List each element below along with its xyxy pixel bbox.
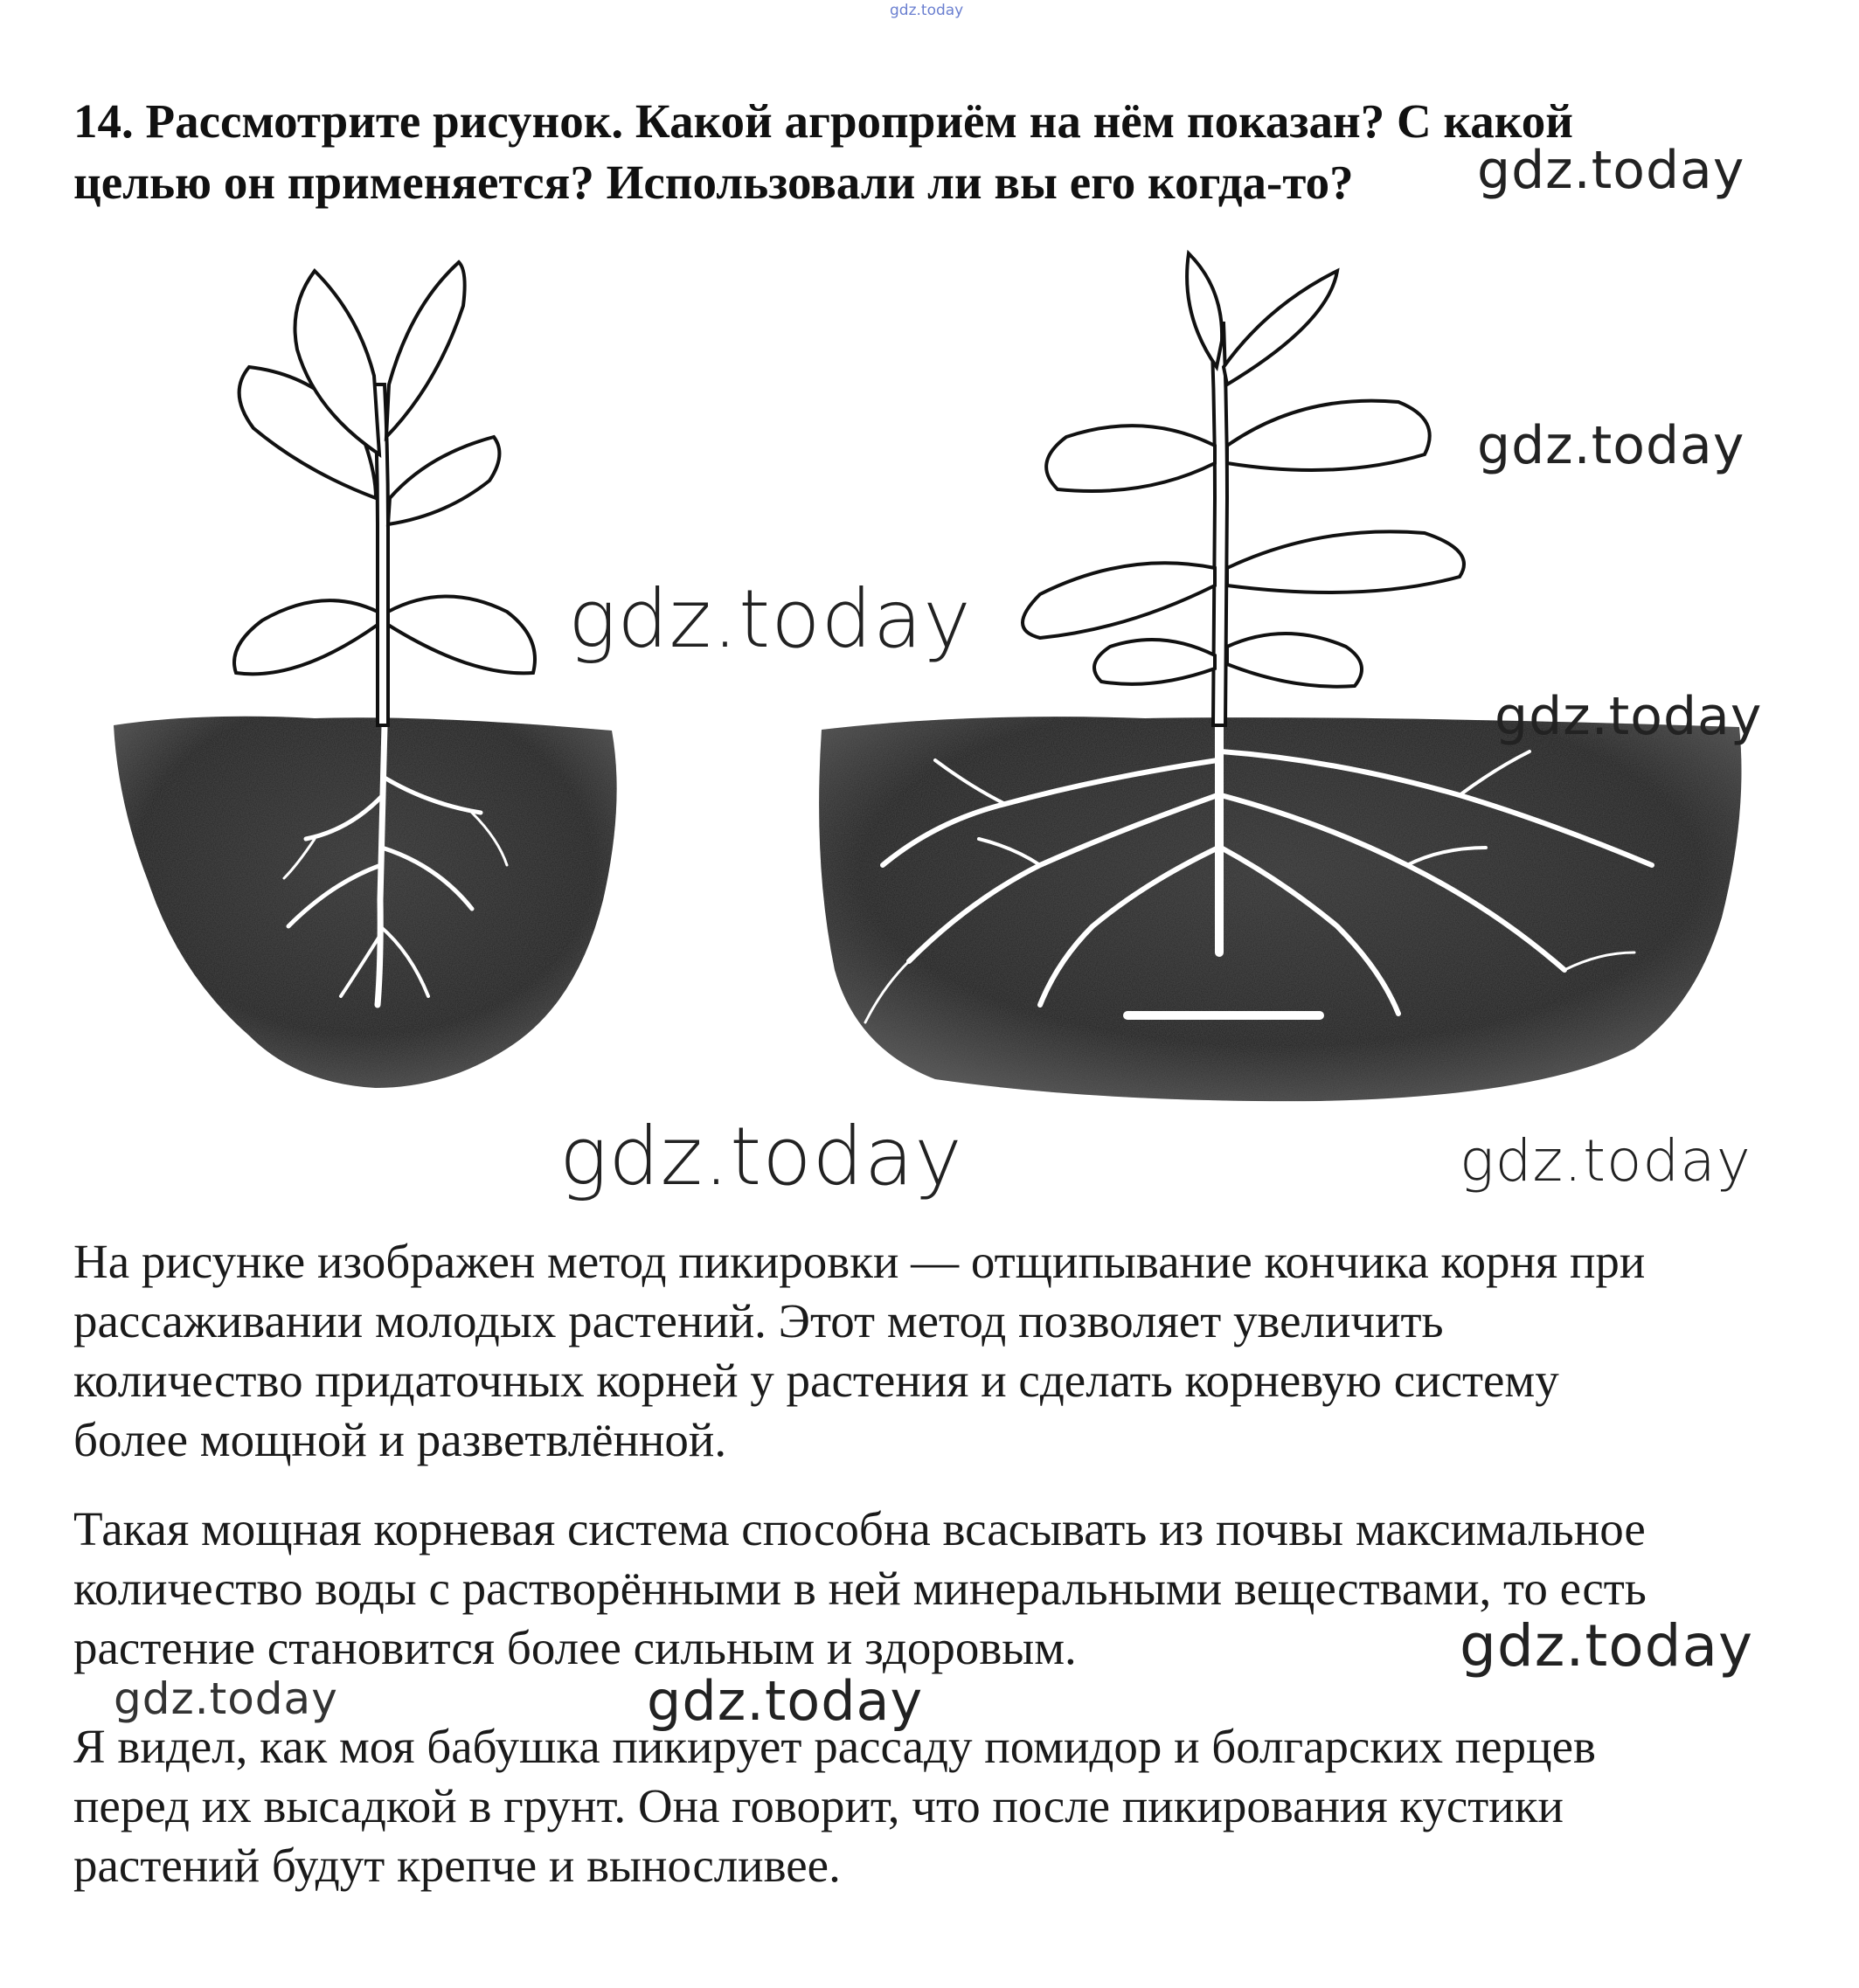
answer-line: Такая мощная корневая система способна всасывать из почвы максимальное [73, 1502, 1646, 1555]
answer-line: рассаживании молодых растений. Этот метод позволяет увеличить [73, 1294, 1444, 1347]
watermark: gdz.today [1460, 1612, 1754, 1680]
question-line: целью он применяется? Использовали ли вы его когда-то? [73, 156, 1354, 209]
answer-line: растение становится более сильным и здоровым. [73, 1621, 1077, 1674]
seedling-right [819, 253, 1741, 1101]
answer-line: более мощной и разветвлённой. [73, 1413, 727, 1466]
seedling-left [114, 262, 617, 1088]
watermark: gdz.today [1495, 686, 1763, 747]
answer-line: растений будут крепче и выносливее. [73, 1839, 841, 1892]
watermark: gdz.today [1477, 415, 1745, 476]
answer-line: количество воды с растворёнными в ней минеральными веществами, то есть [73, 1562, 1647, 1615]
top-watermark: gdz.today [890, 2, 964, 19]
watermark: gdz.today [568, 572, 972, 666]
answer-line: количество придаточных корней у растения и сделать корневую систему [73, 1354, 1559, 1407]
answer-line: Я видел, как моя бабушка пикирует рассаду помидор и болгарских перцев [73, 1720, 1596, 1773]
question-line: 14. Рассмотрите рисунок. Какой агроприём на нём показан? С какой [73, 94, 1573, 148]
answer-line: перед их высадкой в грунт. Она говорит, что после пикирования кустики [73, 1779, 1564, 1832]
watermark: gdz.today [647, 1669, 924, 1733]
watermark: gdz.today [559, 1110, 963, 1203]
answer-line: На рисунке изображен метод пикировки — отщипывание кончика корня при [73, 1235, 1646, 1288]
answer-paragraph-1 [73, 1232, 1821, 1470]
answer-paragraph-3 [73, 1717, 1821, 1895]
watermark: gdz.today [1477, 140, 1745, 201]
watermark: gdz.today [114, 1673, 338, 1724]
watermark: gdz.today [1460, 1127, 1751, 1195]
answer-paragraph-2 [73, 1500, 1821, 1678]
leaves-right [1023, 253, 1464, 687]
